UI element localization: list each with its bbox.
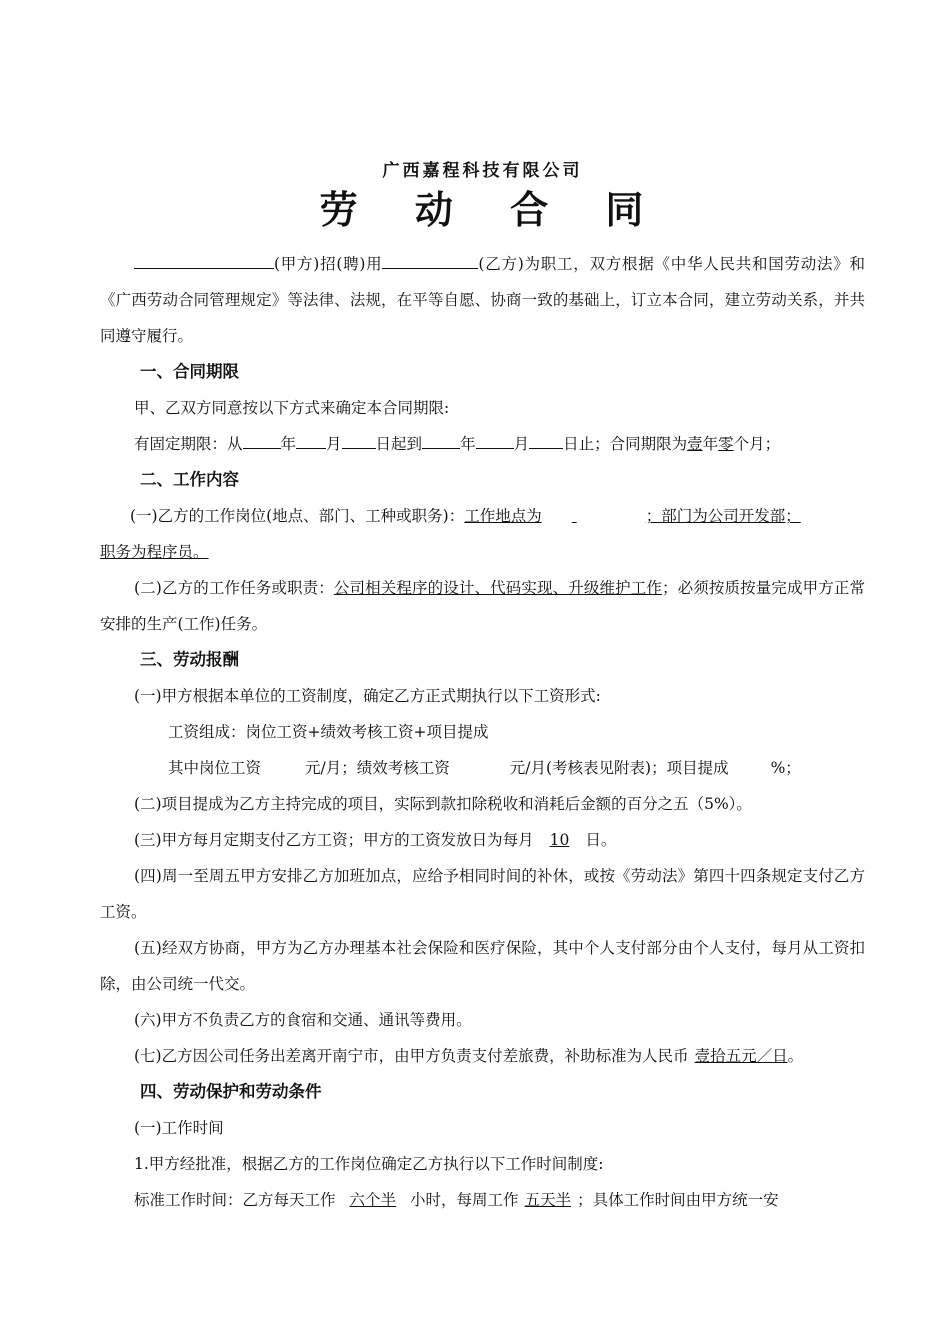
intro-text-1: (甲方)招(聘)用 bbox=[274, 255, 383, 273]
party-b-blank[interactable] bbox=[382, 253, 478, 269]
weekly-days: 五天半 bbox=[524, 1191, 572, 1209]
end-month-blank[interactable] bbox=[476, 433, 514, 449]
s3-p2: 工资组成：岗位工资+绩效考核工资+项目提成 bbox=[168, 723, 489, 741]
s3-p4: (二)项目提成为乙方主持完成的项目，实际到款扣除税收和消耗后金额的百分之五（5%）。 bbox=[134, 795, 752, 813]
section-1-heading: 一、合同期限 bbox=[140, 362, 239, 381]
pay-day: 10 bbox=[549, 831, 570, 849]
s1-year-label-2: 年 bbox=[460, 435, 476, 453]
s3-p3b: 元/月；绩效考核工资 bbox=[305, 759, 450, 777]
s1-end: 个月； bbox=[733, 435, 781, 453]
s3-p5a: (三)甲方每月定期支付乙方工资；甲方的工资发放日为每月 bbox=[134, 831, 534, 849]
s2-p2a: (二)乙方的工作任务或职责： bbox=[134, 579, 334, 597]
section-3-heading: 三、劳动报酬 bbox=[140, 650, 239, 669]
s1-p1: 甲、乙双方同意按以下方式来确定本合同期限: bbox=[134, 399, 450, 417]
start-year-blank[interactable] bbox=[243, 433, 281, 449]
s2-p1a: (一)乙方的工作岗位(地点、部门、工种或职务)： bbox=[130, 507, 465, 525]
daily-hours: 六个半 bbox=[349, 1191, 397, 1209]
party-a-blank[interactable] bbox=[134, 253, 274, 269]
s4-p2: 1.甲方经批准，根据乙方的工作岗位确定乙方执行以下工作时间制度: bbox=[134, 1155, 604, 1173]
document-title: 劳 动 合 同 bbox=[319, 188, 666, 232]
s2-p1 bbox=[100, 498, 865, 570]
s4-p3a: 标准工作时间：乙方每天工作 bbox=[134, 1191, 336, 1209]
s3-p3d: %； bbox=[770, 759, 801, 777]
department: ；部门为公司开发部； bbox=[645, 507, 801, 525]
s2-p2c: ；必须按质按量完成甲方正常安排的生产(工作)任务。 bbox=[100, 579, 865, 633]
s3-p5b: 日。 bbox=[585, 831, 617, 849]
s3-p3a: 其中岗位工资 bbox=[168, 759, 262, 777]
s1-term-line bbox=[100, 426, 865, 462]
s3-p1: (一)甲方根据本单位的工资制度，确定乙方正式期执行以下工资形式: bbox=[134, 687, 601, 705]
s4-p3b: 小时，每周工作 bbox=[410, 1191, 519, 1209]
s3-p8: (六)甲方不负责乙方的食宿和交通、通讯等费用。 bbox=[134, 1011, 472, 1029]
s1-month-label-2: 月 bbox=[513, 435, 530, 453]
start-day-blank[interactable] bbox=[342, 433, 376, 449]
company-name: 广西嘉程科技有限公司 bbox=[382, 161, 583, 181]
position: 职务为程序员。 bbox=[100, 543, 209, 561]
end-year-blank[interactable] bbox=[422, 433, 460, 449]
s4-p1: (一)工作时间 bbox=[134, 1119, 224, 1137]
work-location-label: 工作地点为 bbox=[464, 507, 542, 525]
s4-p3 bbox=[100, 1182, 865, 1218]
s1-day-label-2: 日止；合同期限为 bbox=[563, 435, 688, 453]
s1-text: 有固定期限：从 bbox=[134, 435, 243, 453]
job-duties: 公司相关程序的设计、代码实现、升级维护工作 bbox=[333, 579, 662, 597]
contract-page bbox=[100, 150, 865, 1218]
s3-p9a: (七)乙方因公司任务出差离开南宁市，由甲方负责支付差旅费，补助标准为人民币 bbox=[134, 1047, 689, 1065]
s3-p9 bbox=[100, 1038, 865, 1074]
term-months: 零 bbox=[718, 435, 734, 453]
s4-p3c: ；具体工作时间由甲方统一安 bbox=[577, 1191, 779, 1209]
intro-text-2: (乙方)为职工，双方根据《中华人民共和国劳动法》和《广西劳动合同管理规定》等法律、法规，在平等自愿、协商一致的基础上，订立本合同，建立劳动关系，并共同遵守履行。 bbox=[100, 255, 865, 345]
s3-p3c: 元/月(考核表见附表)；项目提成 bbox=[509, 759, 729, 777]
section-2-heading: 二、工作内容 bbox=[140, 470, 239, 489]
travel-allowance: 壹拾五元／日 bbox=[694, 1047, 788, 1065]
end-day-blank[interactable] bbox=[529, 433, 563, 449]
s1-month-label: 月 bbox=[326, 435, 342, 453]
intro-paragraph bbox=[100, 246, 865, 354]
section-4-heading: 四、劳动保护和劳动条件 bbox=[140, 1082, 322, 1101]
start-month-blank[interactable] bbox=[296, 433, 326, 449]
s3-p7: (五)经双方协商，甲方为乙方办理基本社会保险和医疗保险，其中个人支付部分由个人支付，每月从工资扣除，由公司统一代交。 bbox=[100, 939, 865, 993]
s3-p3 bbox=[100, 750, 865, 786]
term-years: 壹 bbox=[687, 435, 703, 453]
s1-day-label: 日起到 bbox=[375, 435, 423, 453]
s1-year-label: 年 bbox=[280, 435, 297, 453]
s3-p6: (四)周一至周五甲方安排乙方加班加点，应给予相同时间的补休，或按《劳动法》第四十四条规定支付乙方工资。 bbox=[100, 867, 865, 921]
work-location-blank[interactable] bbox=[542, 498, 646, 534]
s3-p9b: 。 bbox=[787, 1047, 804, 1065]
s2-p2 bbox=[100, 570, 865, 642]
s1-yr: 年 bbox=[702, 435, 719, 453]
s3-p5 bbox=[100, 822, 865, 858]
